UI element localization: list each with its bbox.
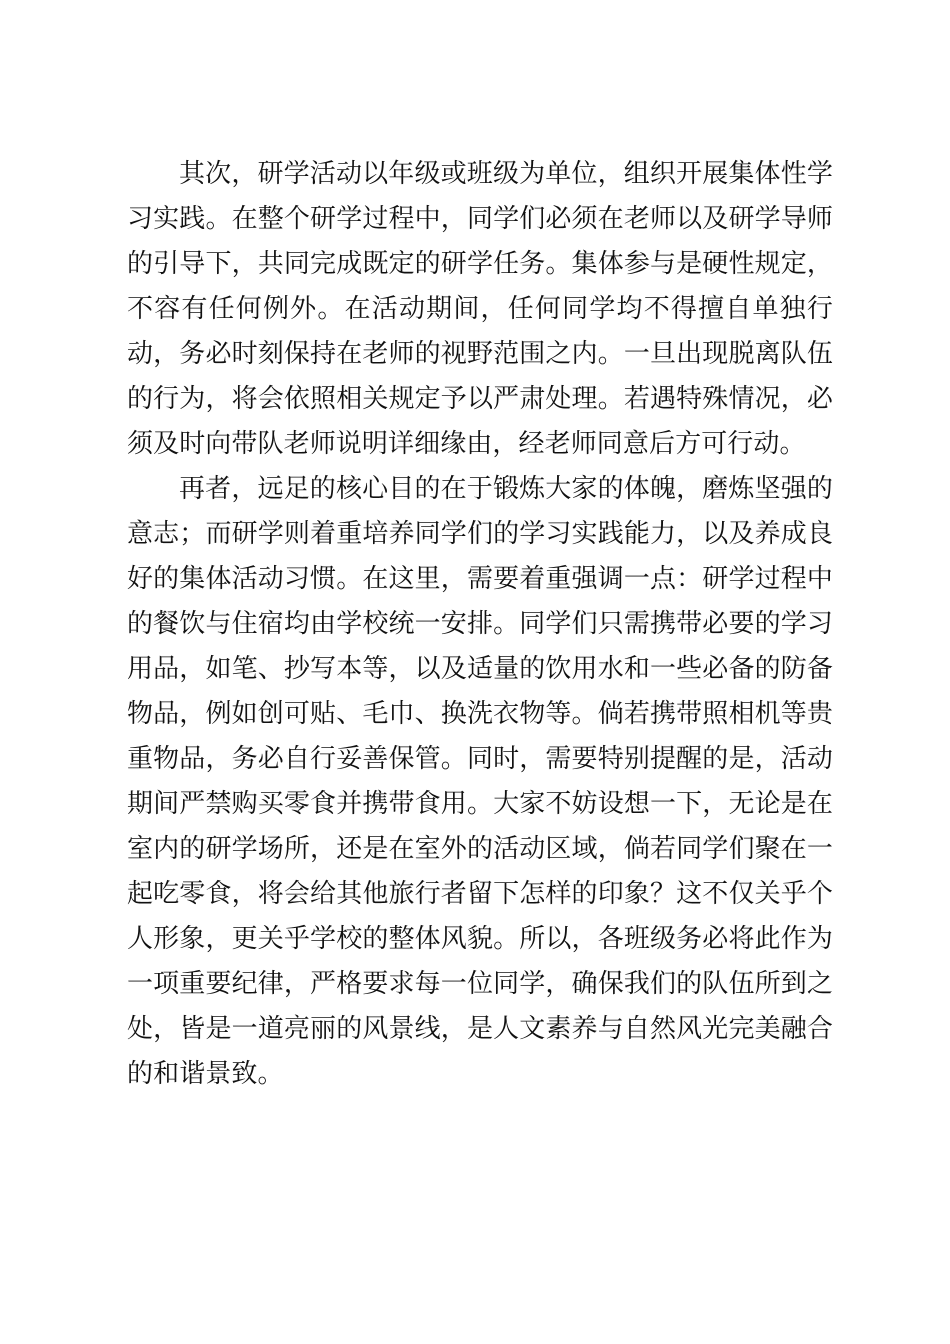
document-page — [127, 152, 833, 1097]
paragraph-1: 其次，研学活动以年级或班级为单位，组织开展集体性学习实践。在整个研学过程中，同学们必须在老师以及研学导师的引导下，共同完成既定的研学任务。集体参与是硬性规定，不容有任何例外。在活动期间，任何同学均不得擅自单独行动，务必时刻保持在老师的视野范围之内。一旦出现脱离队伍的行为，将会依照相关规定予以严肃处理。若遇特殊情况，必须及时向带队老师说明详细缘由，经老师同意后方可行动。 — [127, 159, 833, 459]
paragraph-2: 再者，远足的核心目的在于锻炼大家的体魄，磨炼坚强的意志；而研学则着重培养同学们的学习实践能力，以及养成良好的集体活动习惯。在这里，需要着重强调一点：研学过程中的餐饮与住宿均由学校统一安排。同学们只需携带必要的学习用品，如笔、抄写本等，以及适量的饮用水和一些必备的防备物品，例如创可贴、毛巾、换洗衣物等。倘若携带照相机等贵重物品，务必自行妥善保管。同时，需要特别提醒的是，活动期间严禁购买零食并携带食用。大家不妨设想一下，无论是在室内的研学场所，还是在室外的活动区域，倘若同学们聚在一起吃零食，将会给其他旅行者留下怎样的印象？这不仅关乎个人形象，更关乎学校的整体风貌。所以，各班级务必将此作为一项重要纪律，严格要求每一位同学，确保我们的队伍所到之处，皆是一道亮丽的风景线，是人文素养与自然风光完美融合的和谐景致。 — [127, 474, 833, 1089]
